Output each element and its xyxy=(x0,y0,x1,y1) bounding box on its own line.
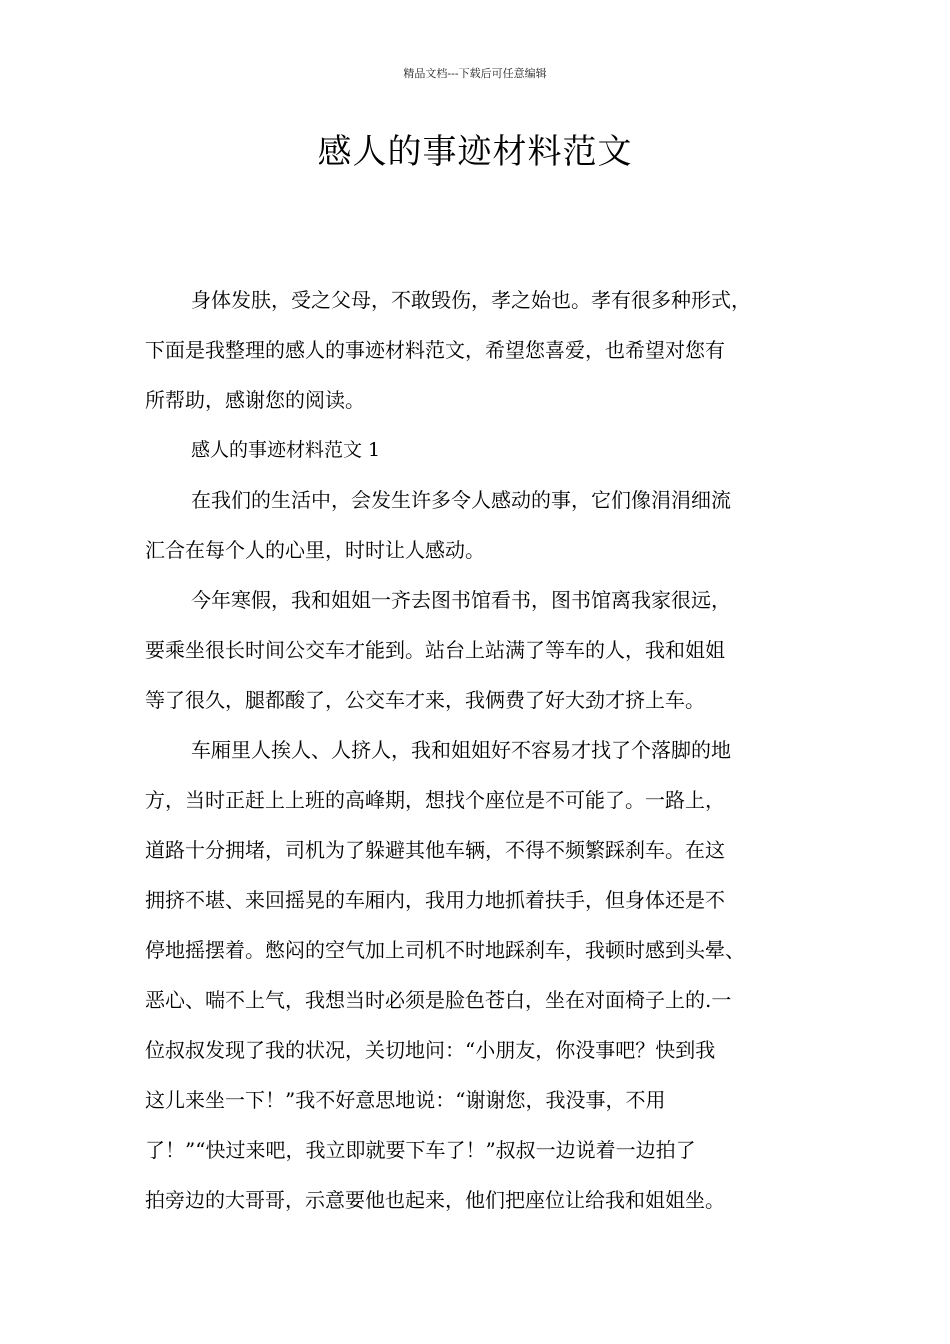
paragraph-line: 拍旁边的大哥哥，示意要他也起来，他们把座位让给我和姐姐坐。 xyxy=(145,1188,725,1212)
paragraph-line: 今年寒假，我和姐姐一齐去图书馆看书，图书馆离我家很远， xyxy=(191,588,731,612)
paragraph-line: 位叔叔发现了我的状况，关切地问：“小朋友，你没事吧？快到我 xyxy=(145,1038,716,1062)
paragraph-line: 恶心、喘不上气，我想当时必须是脸色苍白，坐在对面椅子上的.一 xyxy=(145,988,732,1012)
paragraph-line: 所帮助，感谢您的阅读。 xyxy=(145,388,365,412)
paragraph-line: 要乘坐很长时间公交车才能到。站台上站满了等车的人，我和姐姐 xyxy=(145,638,725,662)
paragraph-line: 这儿来坐一下！”我不好意思地说：“谢谢您，我没事，不用 xyxy=(145,1088,666,1112)
paragraph-line: 拥挤不堪、来回摇晃的车厢内，我用力地抓着扶手，但身体还是不 xyxy=(145,888,725,912)
header-note: 精品文档---下载后可任意编辑 xyxy=(403,67,547,80)
paragraph-line: 道路十分拥堵，司机为了躲避其他车辆，不得不频繁踩刹车。在这 xyxy=(145,838,725,862)
paragraph-line: 在我们的生活中，会发生许多令人感动的事，它们像涓涓细流 xyxy=(191,488,731,512)
document-title: 感人的事迹材料范文 xyxy=(317,132,633,172)
paragraph-line: 等了很久，腿都酸了，公交车才来，我俩费了好大劲才挤上车。 xyxy=(145,688,705,712)
paragraph-line: 汇合在每个人的心里，时时让人感动。 xyxy=(145,538,485,562)
paragraph-line: 方，当时正赶上上班的高峰期，想找个座位是不可能了。一路上， xyxy=(145,788,725,812)
section-heading: 感人的事迹材料范文 1 xyxy=(191,439,381,461)
paragraph-line: 了！”“快过来吧，我立即就要下车了！”叔叔一边说着一边拍了 xyxy=(145,1138,696,1162)
paragraph-line: 下面是我整理的感人的事迹材料范文，希望您喜爱，也希望对您有 xyxy=(145,338,725,362)
paragraph-line: 停地摇摆着。憋闷的空气加上司机不时地踩刹车，我顿时感到头晕、 xyxy=(145,938,745,962)
document-body xyxy=(145,275,825,1225)
paragraph-line: 车厢里人挨人、人挤人，我和姐姐好不容易才找了个落脚的地 xyxy=(191,738,731,762)
paragraph-line: 身体发肤，受之父母，不敢毁伤，孝之始也。孝有很多种形式， xyxy=(191,288,751,312)
